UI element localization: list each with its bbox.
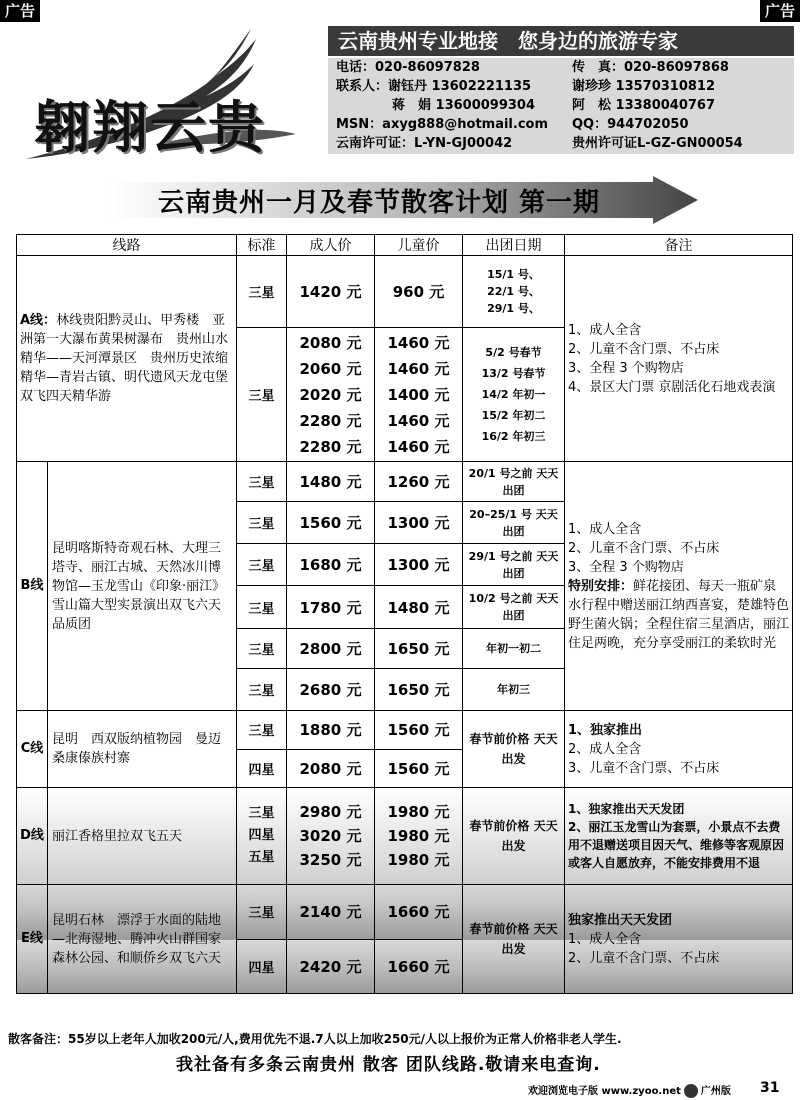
logo xyxy=(6,24,326,164)
route-d xyxy=(17,788,237,885)
date: 春节前价格 天天出发 xyxy=(463,711,565,788)
contact-label: 联系人： xyxy=(336,79,389,94)
child-price: 1560 元 xyxy=(375,749,463,788)
gz-license: 贵州许可证L-GZ-GN00054 xyxy=(572,136,743,151)
logo-text: 翱翔云贵 xyxy=(34,95,266,161)
std: 三星 xyxy=(237,885,287,940)
std: 四星 xyxy=(237,939,287,994)
adult-price: 1680 元 xyxy=(287,544,375,586)
edition-text: 广州版 xyxy=(700,1086,731,1097)
table-row xyxy=(17,788,793,885)
date: 年初三 xyxy=(463,668,565,710)
fax: 020-86097868 xyxy=(624,60,729,75)
child-price: 1300 元 xyxy=(375,502,463,544)
ad-tag-left: 广告 xyxy=(0,0,40,22)
line-label-d: D线 xyxy=(17,788,48,884)
std: 四星 xyxy=(237,749,287,788)
header-notes: 备注 xyxy=(565,235,793,256)
date: 20/1 号之前 天天出团 xyxy=(463,462,565,502)
ad-tag-right: 广告 xyxy=(760,0,800,22)
contact-panel xyxy=(328,58,794,154)
route-a-text: 林线贵阳黔灵山、甲秀楼 亚洲第一大瀑布黄果树瀑布 贵州山水精华——天河潭景区 贵州历史浓缩精华—青岩古镇、明代遗风天龙屯堡双飞四天精华游 xyxy=(20,313,229,404)
adult-price: 1880 元 xyxy=(287,711,375,750)
adult-price: 1480 元 xyxy=(287,462,375,502)
adult-price: 1780 元 xyxy=(287,586,375,628)
dates: 15/1 号、 22/1 号、 29/1 号、 xyxy=(463,256,565,328)
table-row xyxy=(17,256,793,328)
footer-site xyxy=(528,1082,731,1098)
route-a xyxy=(17,256,237,462)
contact-2: 谢珍珍 13570310812 xyxy=(572,79,716,94)
notes-d: 1、独家推出天天发团 2、丽江玉龙雪山为套票，小景点不去费用不退赠送项目因天气、维修等客观原因或客人自愿放弃，不能安排费用不退 xyxy=(565,788,793,885)
date: 29/1 号之前 天天出团 xyxy=(463,544,565,586)
adult-price: 1560 元 xyxy=(287,502,375,544)
header-route: 线路 xyxy=(17,235,237,256)
line-label-c: C线 xyxy=(17,711,48,787)
dates: 5/2 号春节 13/2 号春节 14/2 年初一 15/2 年初二 16/2 年初三 xyxy=(463,328,565,462)
yn-license: 云南许可证：L-YN-GJ00042 xyxy=(336,136,513,151)
route-b-text: 昆明喀斯特奇观石林、大理三塔寺、丽江古城、天然冰川博物馆—玉龙雪山《印象·丽江》雪山篇大型实景演出双飞六天品质团 xyxy=(52,540,226,632)
date: 春节前价格 天天出发 xyxy=(463,885,565,994)
fax-label: 传 真： xyxy=(572,60,625,75)
table-row xyxy=(17,885,793,940)
adult-price: 2080 元 xyxy=(287,749,375,788)
date: 20–25/1 号 天天出团 xyxy=(463,502,565,544)
date: 年初一初二 xyxy=(463,628,565,668)
adult-price: 2800 元 xyxy=(287,628,375,668)
table-row xyxy=(17,462,793,502)
child-price: 1660 元 xyxy=(375,939,463,994)
header-standard: 标准 xyxy=(237,235,287,256)
line-label-b: B线 xyxy=(17,462,48,710)
std: 三星 xyxy=(237,668,287,710)
footer-remark: 散客备注：55岁以上老年人加收200元/人,费用优先不退.7人以上加收250元/人以上报价为正常人价格非老人学生. xyxy=(8,1032,622,1046)
child-price: 1460 元 1460 元 1400 元 1460 元 1460 元 xyxy=(375,328,463,462)
adult-price: 2980 元 3020 元 3250 元 xyxy=(287,788,375,885)
child-price: 1980 元 1980 元 1980 元 xyxy=(375,788,463,885)
std: 三星 xyxy=(237,256,287,328)
notes-e: 独家推出天天发团 1、成人全含 2、儿童不含门票、不占床 xyxy=(565,885,793,994)
child-price: 1300 元 xyxy=(375,544,463,586)
line-label-a: A线： xyxy=(20,313,57,328)
std: 三星 xyxy=(237,544,287,586)
title-banner xyxy=(108,176,698,224)
footer-slogan: 我社备有多条云南贵州 散客 团队线路.敬请来电查询. xyxy=(176,1055,601,1075)
header-date: 出团日期 xyxy=(463,235,565,256)
site-text: 欢迎浏览电子版 www.zyoo.net xyxy=(528,1086,681,1097)
contact-3: 蒋 娟 13600099304 xyxy=(392,98,536,113)
std: 三星 xyxy=(237,711,287,750)
page-title: 云南贵州一月及春节散客计划 第一期 xyxy=(158,188,601,218)
std: 三星 xyxy=(237,502,287,544)
child-price: 1650 元 xyxy=(375,668,463,710)
child-price: 1650 元 xyxy=(375,628,463,668)
child-price: 1660 元 xyxy=(375,885,463,940)
route-e-text: 昆明石林 漂浮于水面的陆地—北海湿地、腾冲火山群国家森林公园、和顺侨乡双飞六天 xyxy=(52,912,222,966)
contact-1: 谢钰丹 13602221135 xyxy=(388,79,532,94)
line-label-e: E线 xyxy=(17,885,48,993)
msn: MSN：axyg888@hotmail.com xyxy=(336,117,549,132)
contact-4: 阿 松 13380040767 xyxy=(572,98,716,113)
child-price: 1560 元 xyxy=(375,711,463,750)
std: 三星 xyxy=(237,462,287,502)
header-child: 儿童价 xyxy=(375,235,463,256)
child-price: 1260 元 xyxy=(375,462,463,502)
notes-c: 1、独家推出 2、成人全含 3、儿童不含门票、不占床 xyxy=(565,711,793,788)
std: 三星 xyxy=(237,628,287,668)
header-adult: 成人价 xyxy=(287,235,375,256)
child-price: 960 元 xyxy=(375,256,463,328)
table-header-row xyxy=(17,235,793,256)
page-number: 31 xyxy=(760,1080,780,1096)
adult-price: 2140 元 xyxy=(287,885,375,940)
std: 三星 xyxy=(237,328,287,462)
route-c-text: 昆明 西双版纳植物园 曼迈桑康傣族村寨 xyxy=(52,732,222,766)
date: 春节前价格 天天出发 xyxy=(463,788,565,885)
date: 10/2 号之前 天天出团 xyxy=(463,586,565,628)
route-b xyxy=(17,462,237,711)
seal-icon xyxy=(684,1084,698,1098)
std: 三星 四星 五星 xyxy=(237,788,287,885)
adult-price: 2420 元 xyxy=(287,939,375,994)
adult-price: 1420 元 xyxy=(287,256,375,328)
route-e xyxy=(17,885,237,994)
adult-price: 2080 元 2060 元 2020 元 2280 元 2280 元 xyxy=(287,328,375,462)
adult-price: 2680 元 xyxy=(287,668,375,710)
route-c xyxy=(17,711,237,788)
itinerary-table xyxy=(16,234,793,994)
notes-b: 1、成人全含 2、儿童不含门票、不占床 3、全程 3 个购物店 特别安排：鲜花接团、每天一瓶矿泉水行程中赠送丽江纳西喜宴，楚雄特色野生菌火锅；全程住宿三星酒店，丽江住足两晚，充分享受丽江的柔软时光 xyxy=(565,462,793,711)
qq: QQ：944702050 xyxy=(572,117,689,132)
notes-a: 1、成人全含 2、儿童不含门票、不占床 3、全程 3 个购物店 4、景区大门票 京剧活化石地戏表演 xyxy=(565,256,793,462)
phone: 020-86097828 xyxy=(375,60,480,75)
header-slogan: 云南贵州专业地接 您身边的旅游专家 xyxy=(328,26,794,56)
phone-label: 电话： xyxy=(336,60,376,75)
std: 三星 xyxy=(237,586,287,628)
route-d-text: 丽江香格里拉双飞五天 xyxy=(52,828,183,844)
child-price: 1480 元 xyxy=(375,586,463,628)
table-row xyxy=(17,711,793,750)
